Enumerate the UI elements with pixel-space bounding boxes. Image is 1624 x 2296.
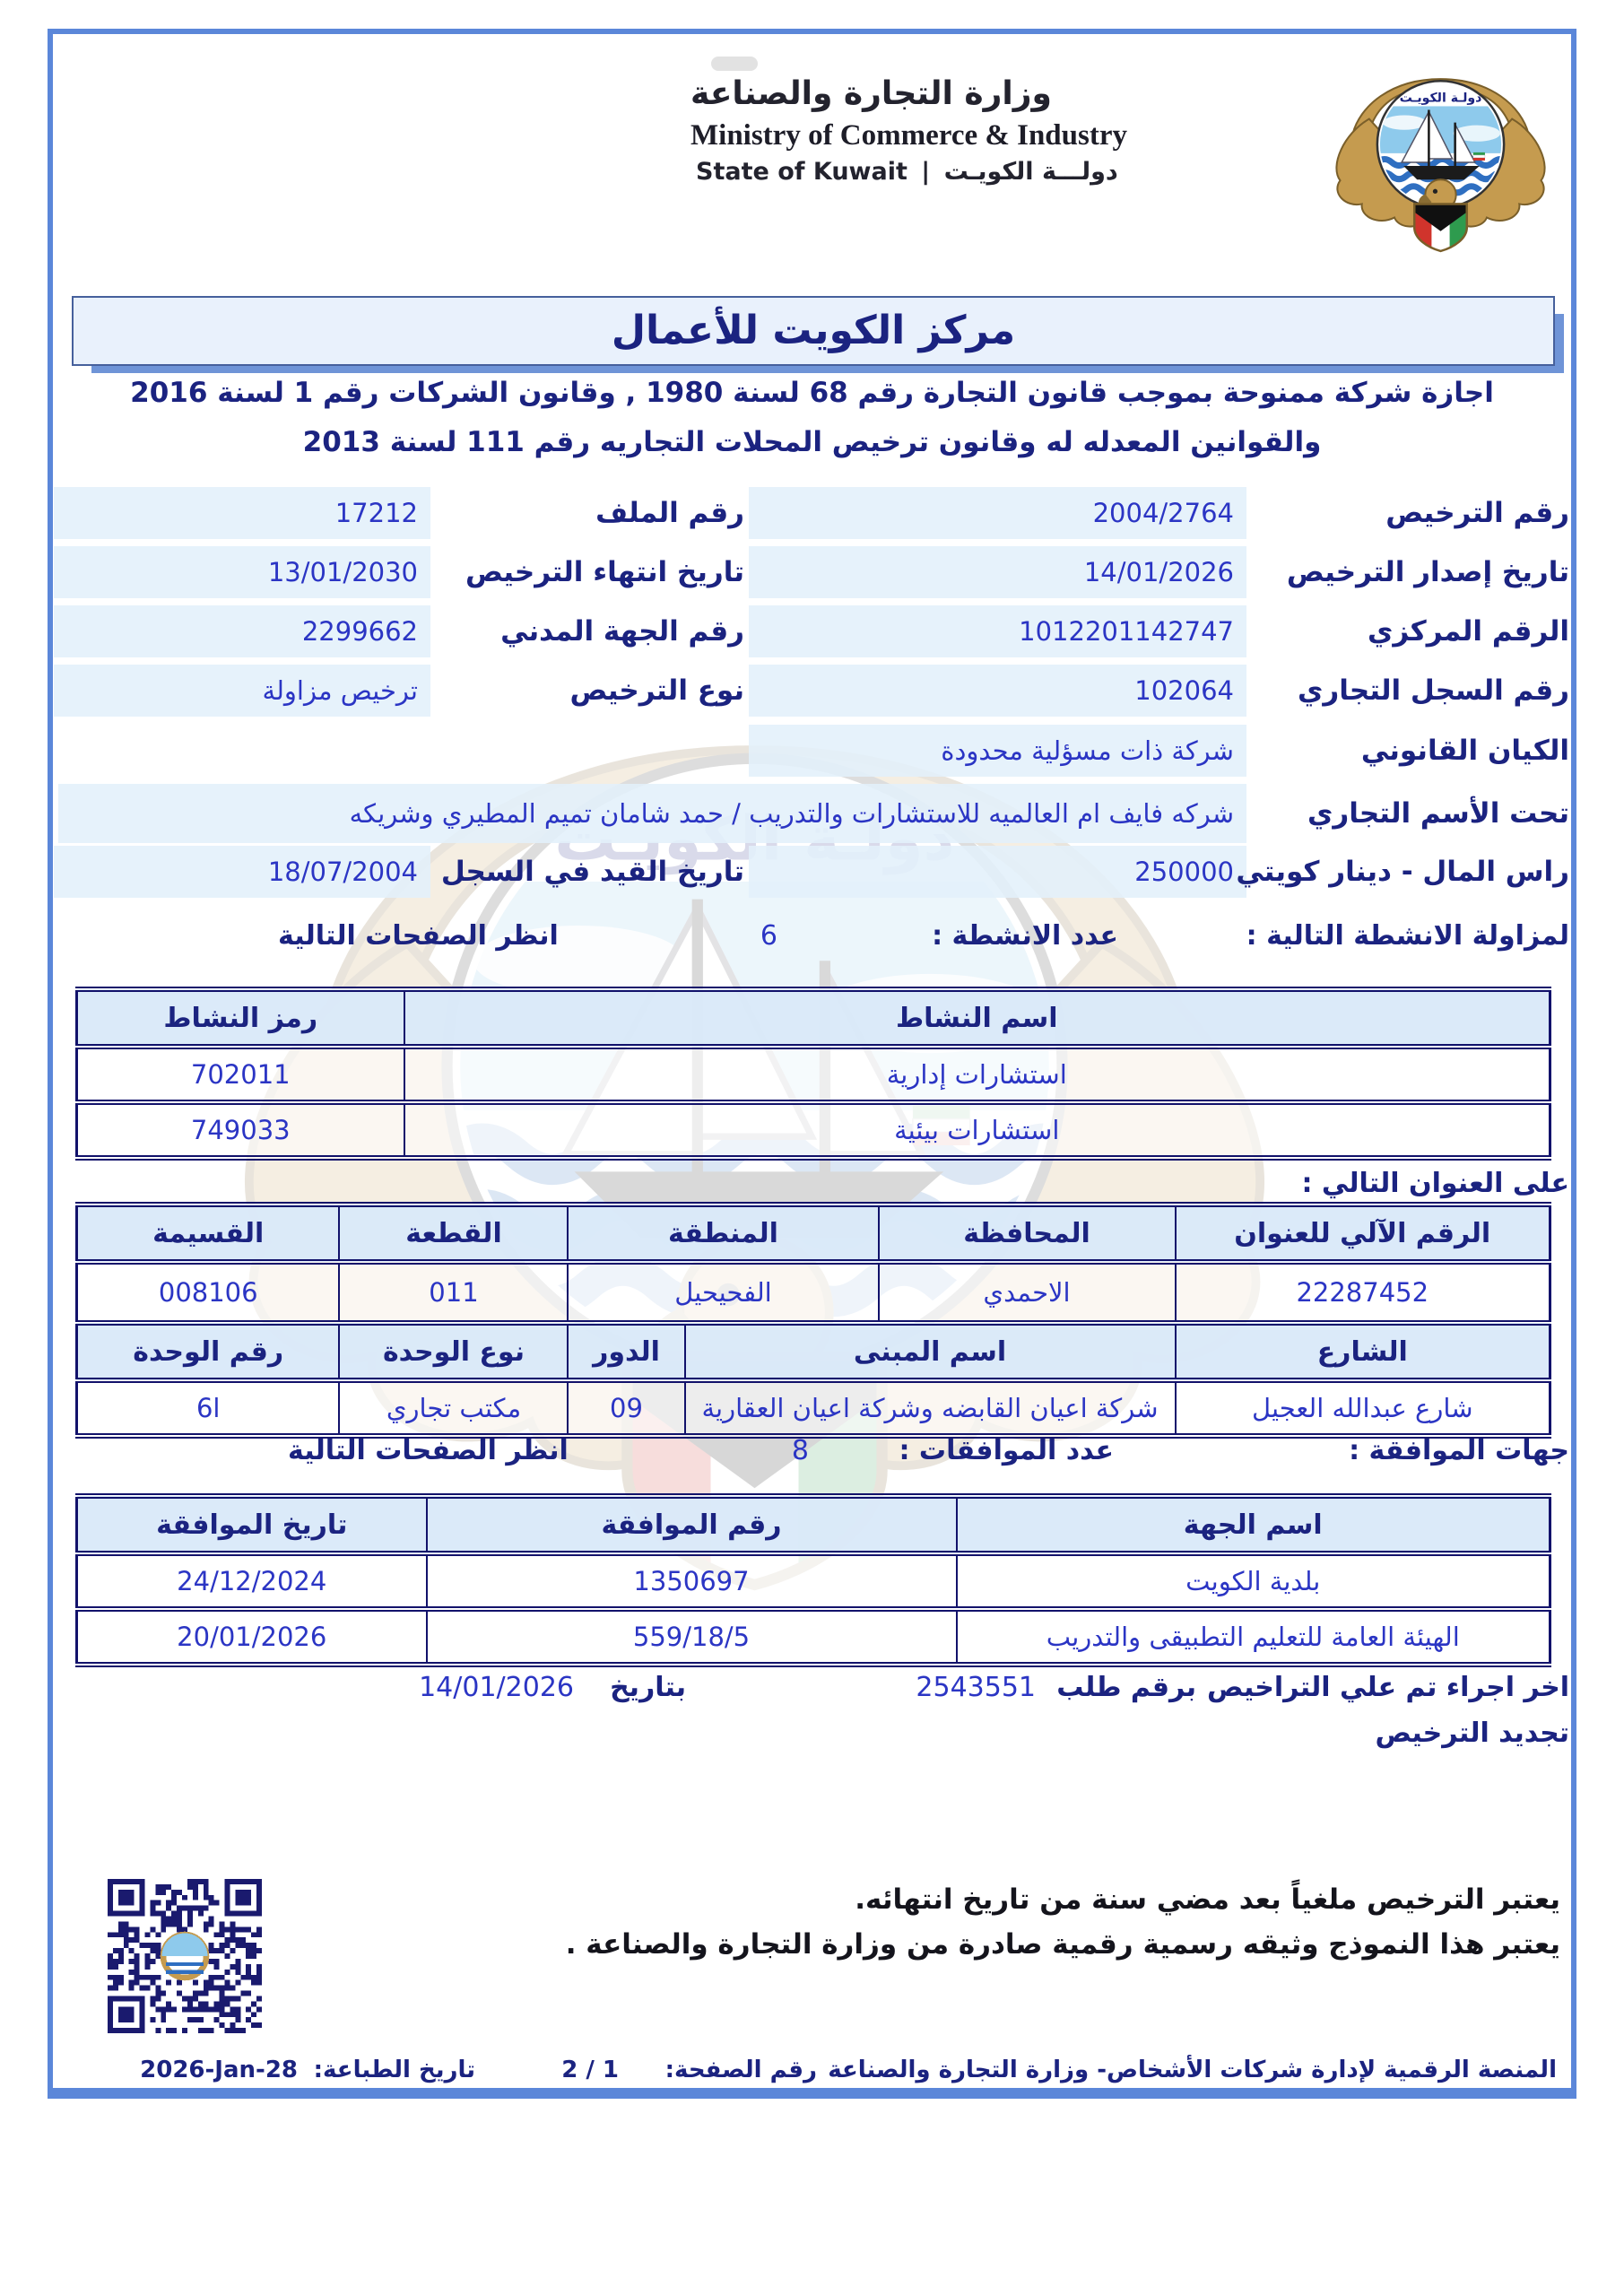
scan-artifact xyxy=(711,57,758,71)
paci-value: 22287452 xyxy=(1176,1262,1550,1323)
last-action-type: تجديد الترخيص xyxy=(1375,1718,1569,1749)
unit-no-value: ا6 xyxy=(76,1380,339,1436)
col-street: الشارع xyxy=(1176,1323,1550,1380)
approval-row xyxy=(77,1609,1550,1665)
area-value: الفحيحيل xyxy=(568,1262,878,1323)
address-value-row-1 xyxy=(76,1262,1550,1323)
col-unit-no: رقم الوحدة xyxy=(76,1323,339,1380)
activity-name: استشارات إدارية xyxy=(404,1047,1550,1102)
activities-section-line xyxy=(53,917,1571,956)
commercial-reg-no-label: رقم السجل التجاري xyxy=(1297,674,1569,707)
approvals-count-label: عدد الموافقات : xyxy=(899,1435,1114,1466)
field-row-legal-entity xyxy=(53,725,1571,777)
note-line-2: يعتبر هذا النموذج وثيقه رسمية رقمية صادرة من وزارة التجارة والصناعة . xyxy=(565,1928,1560,1961)
approvals-count: 8 xyxy=(791,1435,809,1466)
unit-type-value: مكتب تجاري xyxy=(339,1380,568,1436)
approval-date: 24/12/2024 xyxy=(77,1553,427,1609)
request-no-label: برقم طلب xyxy=(1056,1672,1196,1703)
trade-name-value: شركه فايف ام العالميه للاستشارات والتدريب / حمد شامان تميم المطيري وشريكه xyxy=(58,784,1246,843)
kuwait-emblem xyxy=(1327,61,1554,260)
approval-number: 559/18/5 xyxy=(427,1609,957,1665)
legal-entity-value: شركة ذات مسؤلية محدودة xyxy=(749,725,1246,777)
activity-code: 749033 xyxy=(77,1102,404,1158)
floor-value: 09 xyxy=(568,1380,684,1436)
activities-intro-label: لمزاولة الانشطة التالية : xyxy=(1246,920,1569,952)
license-no-value: 2004/2764 xyxy=(749,487,1246,539)
expiry-date-value: 13/01/2030 xyxy=(54,546,430,598)
col-building: اسم المبنى xyxy=(685,1323,1176,1380)
col-parcel: القسيمة xyxy=(76,1205,339,1262)
governorate-value: الاحمدي xyxy=(879,1262,1176,1323)
central-no-label: الرقم المركزي xyxy=(1367,615,1569,648)
approval-row xyxy=(77,1553,1550,1609)
address-intro-label: على العنوان التالي : xyxy=(1301,1168,1569,1199)
col-floor: الدور xyxy=(568,1323,684,1380)
col-governorate: المحافظة xyxy=(879,1205,1176,1262)
field-row-capital xyxy=(53,846,1571,898)
capital-label: راس المال - دينار كويتي xyxy=(1236,856,1569,888)
field-row-registry xyxy=(53,665,1571,717)
legal-entity-label: الكيان القانوني xyxy=(1360,735,1569,767)
page-number-label: رقم الصفحة: xyxy=(664,2057,817,2083)
activities-count-label: عدد الانشطة : xyxy=(932,920,1118,952)
address-header-row-2 xyxy=(76,1323,1550,1380)
approval-date: 20/01/2026 xyxy=(77,1609,427,1665)
street-value: شارع عبدالله العجيل xyxy=(1176,1380,1550,1436)
activity-code: 702011 xyxy=(77,1047,404,1102)
activities-see-pages: انظر الصفحات التالية xyxy=(278,920,559,952)
page-number-value: 1 / 2 xyxy=(561,2057,619,2083)
file-no-label: رقم الملف xyxy=(595,497,744,529)
file-no-value: 17212 xyxy=(54,487,430,539)
field-row-trade-name xyxy=(53,784,1571,843)
capital-value: 250000 xyxy=(749,846,1246,898)
col-block: القطعة xyxy=(339,1205,568,1262)
activity-row xyxy=(77,1102,1550,1158)
registration-date-label: تاريخ القيد في السجل xyxy=(440,856,744,888)
col-activity-code: رمز النشاط xyxy=(77,989,404,1047)
activity-row xyxy=(77,1047,1550,1102)
col-entity: اسم الجهة xyxy=(957,1496,1550,1553)
address-header-row-1 xyxy=(76,1205,1550,1262)
activities-header-row xyxy=(77,989,1550,1047)
state-line xyxy=(690,158,1318,186)
footer-bar xyxy=(53,2052,1571,2088)
address-value-row-2 xyxy=(76,1380,1550,1436)
field-row-dates xyxy=(53,546,1571,598)
expiry-date-label: تاريخ انتهاء الترخيص xyxy=(465,556,744,588)
approvals-see-pages: انظر الصفحات التالية xyxy=(288,1435,569,1466)
col-activity-name: اسم النشاط xyxy=(404,989,1550,1047)
title-banner: مركز الكويت للأعمال xyxy=(72,296,1555,366)
central-no-value: 1012201142747 xyxy=(749,605,1246,657)
parcel-value: 008106 xyxy=(76,1262,339,1323)
license-type-value: ترخيص مزاولة xyxy=(54,665,430,717)
qr-code xyxy=(108,1879,262,2033)
civil-no-label: رقم الجهة المدني xyxy=(500,615,744,648)
ministry-name-english: Ministry of Commerce & Industry xyxy=(690,119,1127,152)
footer-platform: المنصة الرقمية لإدارة شركات الأشخاص- وزارة التجارة والصناعة xyxy=(828,2057,1557,2083)
activity-name: استشارات بيئية xyxy=(404,1102,1550,1158)
state-name-english: State of Kuwait xyxy=(696,158,908,186)
action-date-label: بتاريخ xyxy=(610,1672,686,1703)
activities-table xyxy=(75,987,1551,1161)
issue-date-value: 14/01/2026 xyxy=(749,546,1246,598)
block-value: 011 xyxy=(339,1262,568,1323)
print-date-label: تاريخ الطباعة: xyxy=(313,2057,475,2083)
civil-no-value: 2299662 xyxy=(54,605,430,657)
activities-count: 6 xyxy=(760,920,777,952)
separator-bar: | xyxy=(921,158,931,186)
approval-entity: بلدية الكويت xyxy=(957,1553,1550,1609)
request-no-value: 2543551 xyxy=(916,1672,1036,1703)
intro-line-1: اجازة شركة ممنوحة بموجب قانون التجارة رقم 68 لسنة 1980 , وقانون الشركات رقم 1 لسنة 2016 xyxy=(130,377,1494,409)
ministry-name-arabic: وزارة التجارة والصناعة xyxy=(690,75,1052,112)
approvals-table xyxy=(75,1493,1551,1667)
registration-date-value: 18/07/2004 xyxy=(54,846,430,898)
building-value: شركة اعيان القابضه وشركة اعيان العقارية xyxy=(685,1380,1176,1436)
document-frame xyxy=(48,29,1576,2099)
print-date-value: 2026-Jan-28 xyxy=(140,2057,298,2083)
col-approval-date: تاريخ الموافقة xyxy=(77,1496,427,1553)
issue-date-label: تاريخ إصدار الترخيص xyxy=(1286,556,1569,588)
license-type-label: نوع الترخيص xyxy=(569,674,744,707)
address-section-line xyxy=(53,1164,1571,1204)
approvals-intro-label: جهات الموافقة : xyxy=(1349,1435,1569,1466)
action-date-value: 14/01/2026 xyxy=(419,1672,574,1703)
field-row-central xyxy=(53,605,1571,657)
state-name-arabic: دولـــة الكويـت xyxy=(943,158,1118,186)
trade-name-label: تحت الأسم التجاري xyxy=(1307,797,1569,830)
approval-entity: الهيئة العامة للتعليم التطبيقى والتدريب xyxy=(957,1609,1550,1665)
last-action-label: اخر اجراء تم علي التراخيص xyxy=(1207,1672,1569,1703)
ministry-header xyxy=(690,75,1318,186)
license-no-label: رقم الترخيص xyxy=(1385,497,1569,529)
approvals-section-line xyxy=(53,1431,1571,1471)
approval-number: 1350697 xyxy=(427,1553,957,1609)
col-paci: الرقم الآلي للعنوان xyxy=(1176,1205,1550,1262)
col-area: المنطقة xyxy=(568,1205,878,1262)
col-approval-number: رقم الموافقة xyxy=(427,1496,957,1553)
field-row-license xyxy=(53,487,1571,539)
last-action-line xyxy=(53,1668,1571,1708)
commercial-reg-no-value: 102064 xyxy=(749,665,1246,717)
address-table xyxy=(75,1202,1551,1439)
last-action-type-line xyxy=(53,1714,1571,1753)
col-unit-type: نوع الوحدة xyxy=(339,1323,568,1380)
approvals-header-row xyxy=(77,1496,1550,1553)
note-line-1: يعتبر الترخيص ملغياً بعد مضي سنة من تاريخ انتهائه. xyxy=(855,1883,1560,1916)
intro-line-2: والقوانين المعدله له وقانون ترخيص المحلات التجاريه رقم 111 لسنة 2013 xyxy=(302,426,1322,458)
